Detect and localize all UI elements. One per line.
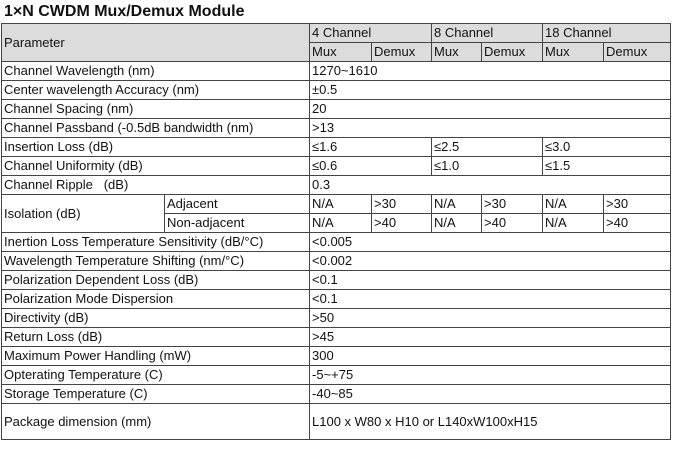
row-value: >13 — [310, 119, 671, 138]
table-row — [2, 290, 671, 309]
row-label: Channel Spacing (nm) — [2, 100, 310, 119]
table-row — [2, 138, 671, 157]
table-row — [2, 233, 671, 252]
row-value: N/A — [432, 214, 482, 233]
table-row — [2, 195, 671, 214]
sub-header-mux: Mux — [310, 43, 372, 62]
table-row — [2, 252, 671, 271]
row-label: Wavelength Temperature Shifting (nm/°C) — [2, 252, 310, 271]
row-value: ≤1.0 — [432, 157, 543, 176]
row-label: Isolation (dB) — [2, 195, 165, 233]
row-label: Opterating Temperature (C) — [2, 366, 310, 385]
sub-row-label: Adjacent — [165, 195, 310, 214]
row-value: N/A — [543, 214, 604, 233]
sub-row-label: Non-adjacent — [165, 214, 310, 233]
row-value: ≤3.0 — [543, 138, 671, 157]
row-label: Maximum Power Handling (mW) — [2, 347, 310, 366]
row-value: ≤1.6 — [310, 138, 432, 157]
table-row — [2, 347, 671, 366]
table-row — [2, 366, 671, 385]
row-value: >40 — [482, 214, 543, 233]
table-row — [2, 100, 671, 119]
table-row — [2, 328, 671, 347]
table-row — [2, 157, 671, 176]
row-value: <0.1 — [310, 271, 671, 290]
table-row — [2, 404, 671, 440]
row-value: >30 — [482, 195, 543, 214]
row-value: N/A — [310, 214, 372, 233]
sub-header-mux: Mux — [543, 43, 604, 62]
page-title: 1×N CWDM Mux/Demux Module — [4, 3, 245, 20]
row-value: <0.002 — [310, 252, 671, 271]
row-value: 20 — [310, 100, 671, 119]
row-label: Center wavelength Accuracy (nm) — [2, 81, 310, 100]
row-label: Polarization Dependent Loss (dB) — [2, 271, 310, 290]
row-value: >30 — [604, 195, 671, 214]
sub-header-demux: Demux — [604, 43, 671, 62]
row-value: -5~+75 — [310, 366, 671, 385]
table-row — [2, 385, 671, 404]
row-label: Channel Ripple (dB) — [2, 176, 310, 195]
row-value: ±0.5 — [310, 81, 671, 100]
row-value: N/A — [310, 195, 372, 214]
table-row — [2, 176, 671, 195]
table-row — [2, 119, 671, 138]
parameter-header: Parameter — [2, 24, 310, 62]
row-value: >30 — [372, 195, 432, 214]
row-label: Insertion Loss (dB) — [2, 138, 310, 157]
row-value: ≤2.5 — [432, 138, 543, 157]
row-label: Storage Temperature (C) — [2, 385, 310, 404]
row-value: ≤0.6 — [310, 157, 432, 176]
row-label: Channel Wavelength (nm) — [2, 62, 310, 81]
row-value: N/A — [432, 195, 482, 214]
table-row — [2, 271, 671, 290]
row-value: <0.1 — [310, 290, 671, 309]
row-label: Channel Uniformity (dB) — [2, 157, 310, 176]
sub-header-demux: Demux — [482, 43, 543, 62]
group-header-8ch: 8 Channel — [432, 24, 543, 43]
group-header-18ch: 18 Channel — [543, 24, 671, 43]
row-value: L100 x W80 x H10 or L140xW100xH15 — [310, 404, 671, 440]
row-label: Return Loss (dB) — [2, 328, 310, 347]
row-label: Channel Passband (-0.5dB bandwidth (nm) — [2, 119, 310, 138]
row-value: ≤1.5 — [543, 157, 671, 176]
header-row — [2, 24, 671, 43]
row-label: Directivity (dB) — [2, 309, 310, 328]
row-value: >50 — [310, 309, 671, 328]
row-value: >40 — [604, 214, 671, 233]
row-value: >45 — [310, 328, 671, 347]
sub-header-demux: Demux — [372, 43, 432, 62]
row-value: 0.3 — [310, 176, 671, 195]
sub-header-mux: Mux — [432, 43, 482, 62]
row-value: >40 — [372, 214, 432, 233]
row-label: Package dimension (mm) — [2, 404, 310, 440]
row-value: 1270~1610 — [310, 62, 671, 81]
row-label: Polarization Mode Dispersion — [2, 290, 310, 309]
row-value: -40~85 — [310, 385, 671, 404]
table-row — [2, 62, 671, 81]
row-label: Inertion Loss Temperature Sensitivity (dB/°C) — [2, 233, 310, 252]
table-row — [2, 309, 671, 328]
row-value: 300 — [310, 347, 671, 366]
table-row — [2, 81, 671, 100]
row-value: N/A — [543, 195, 604, 214]
row-value: <0.005 — [310, 233, 671, 252]
spec-table — [1, 23, 671, 440]
group-header-4ch: 4 Channel — [310, 24, 432, 43]
